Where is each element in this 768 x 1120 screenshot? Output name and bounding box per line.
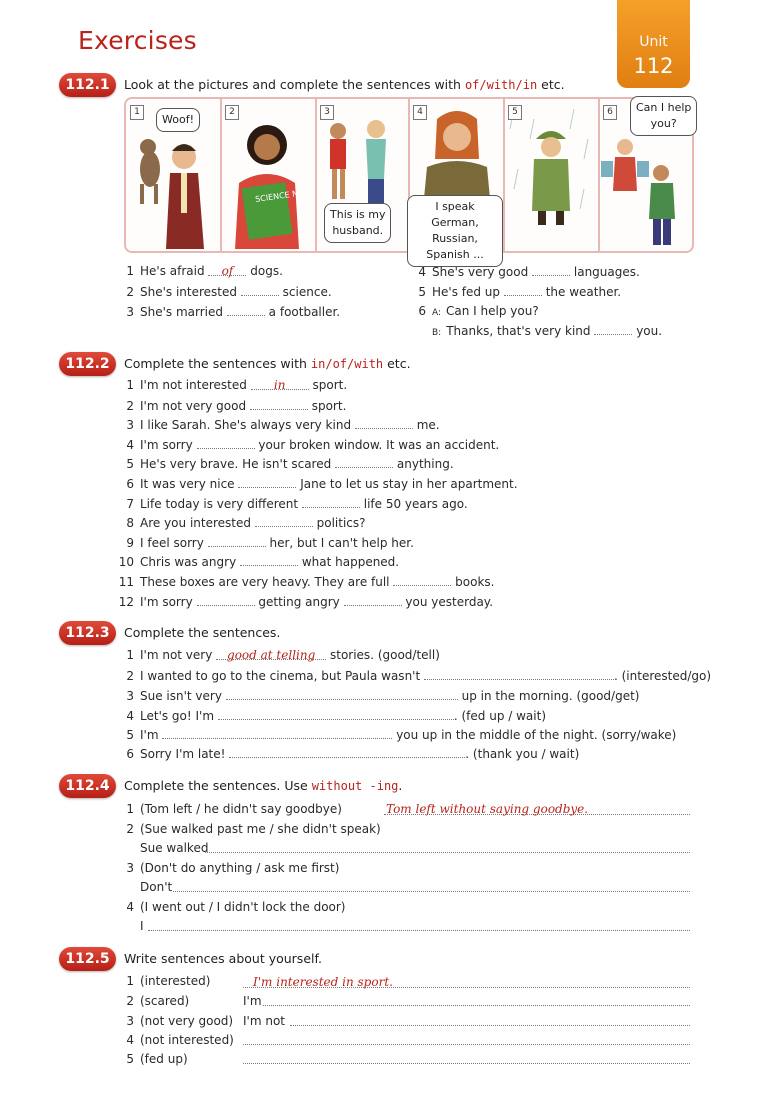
exercise-badge-112-4: 112.4 <box>59 774 116 798</box>
sample-answer: I'm interested in sport. <box>253 975 393 989</box>
item-number: 6 <box>126 747 134 761</box>
exercise-item <box>118 476 518 491</box>
item-text: I'm sorry <box>140 594 193 609</box>
instruction-text: Complete the sentences with <box>124 356 311 371</box>
exercise-item <box>118 284 332 299</box>
item-text: He's very brave. He isn't scared <box>140 457 332 472</box>
answer-blank[interactable] <box>424 668 614 680</box>
item-start-text: I <box>140 919 144 933</box>
picture-strip <box>124 97 694 261</box>
item-text-end: her, but I can't help her. <box>269 535 414 550</box>
item-number: 7 <box>126 496 134 511</box>
answer-blank[interactable] <box>197 594 255 606</box>
item-text-end: sport. <box>312 378 348 392</box>
exercise-item <box>118 398 346 413</box>
answer-line[interactable] <box>173 877 690 892</box>
item-text-end: you up in the middle of the night. (sorry/wake) <box>396 728 677 742</box>
exercise-item <box>118 688 639 703</box>
item-text-end: me. <box>416 418 440 433</box>
item-number: 3 <box>126 1014 134 1028</box>
instruction-highlight: without -ing <box>311 779 399 793</box>
answer-blank[interactable] <box>355 417 413 429</box>
speech-bubble-husband <box>324 203 391 243</box>
picture-panel-5 <box>504 99 600 251</box>
exercise-item <box>118 264 283 278</box>
bubble-line: you? <box>650 117 677 130</box>
instruction-text-end: etc. <box>537 77 565 92</box>
item-number: 11 <box>118 575 134 589</box>
item-prompt: (fed up) <box>140 1052 188 1066</box>
item-text: Sue isn't very <box>140 689 222 703</box>
item-text: She's interested <box>140 285 238 299</box>
item-number: 5 <box>126 1052 134 1066</box>
item-number: 1 <box>126 974 134 988</box>
item-number: 6 <box>126 477 134 491</box>
item-prompt: (Tom left / he didn't say goodbye) <box>140 802 342 816</box>
exercise-item <box>118 861 339 875</box>
item-number: 1 <box>126 648 134 662</box>
exercise-instruction-112-4 <box>124 778 402 793</box>
instruction-text-end: . <box>398 778 403 793</box>
item-number: 12 <box>118 594 134 609</box>
sample-answer: Tom left without saying goodbye. <box>386 802 589 816</box>
exercise-item <box>118 437 499 452</box>
bubble-line: Spanish ... <box>426 248 484 261</box>
item-start-text: I'm <box>243 994 262 1008</box>
answer-blank[interactable] <box>162 727 392 739</box>
answer-blank[interactable] <box>238 476 296 488</box>
exercise-item <box>118 456 454 471</box>
item-number: 2 <box>126 822 134 836</box>
picture-panel-4 <box>409 99 505 261</box>
item-text-end: the weather. <box>545 285 622 299</box>
item-text: He's afraid <box>140 264 205 278</box>
item-text-end: anything. <box>396 457 454 472</box>
item-number: 8 <box>126 516 134 531</box>
item-text: Sorry I'm late! <box>140 747 226 761</box>
item-text: I'm sorry <box>140 437 193 452</box>
exercise-item <box>118 668 711 683</box>
exercise-item <box>118 535 414 550</box>
exercise-item <box>410 323 662 338</box>
answer-blank[interactable] <box>250 398 308 410</box>
answer-line[interactable] <box>243 971 690 988</box>
answer-blank[interactable] <box>504 284 542 296</box>
speaker-label: B: <box>432 328 442 338</box>
answer-line[interactable] <box>384 798 690 815</box>
item-text-end: languages. <box>573 265 640 279</box>
item-text: I'm <box>140 728 159 742</box>
answer-line[interactable] <box>243 1049 690 1064</box>
item-text-end: . (fed up / wait) <box>453 709 547 723</box>
exercise-item <box>118 994 189 1008</box>
answer-line[interactable] <box>243 1030 690 1045</box>
item-number: 1 <box>126 378 134 392</box>
exercise-badge-112-1: 112.1 <box>59 73 116 97</box>
item-text: These boxes are very heavy. They are full <box>140 575 390 589</box>
item-text: I'm not very <box>140 648 213 662</box>
bubble-line: This is my <box>330 208 386 221</box>
exercise-item <box>118 304 340 319</box>
item-start-text: Sue walked <box>140 841 209 855</box>
exercise-item <box>410 284 621 299</box>
item-text-end: a footballer. <box>268 305 341 319</box>
item-number: 2 <box>126 398 134 413</box>
item-text-end: . (interested/go) <box>614 669 712 683</box>
answer-blank[interactable] <box>302 496 360 508</box>
item-number: 1 <box>126 802 134 816</box>
item-number: 9 <box>126 535 134 550</box>
exercise-item <box>410 264 640 279</box>
speech-bubble-woof: Woof! <box>156 108 200 132</box>
instruction-text: Complete the sentences. Use <box>124 778 312 793</box>
item-text-end: . (thank you / wait) <box>465 747 580 761</box>
item-text: I'm not very good <box>140 398 247 413</box>
instruction-text: Look at the pictures and complete the sentences with <box>124 77 465 92</box>
item-text-end: books. <box>455 575 495 589</box>
book-cover-text: SCIENCE NOW <box>254 187 313 204</box>
item-number: 3 <box>126 861 134 875</box>
picture-panel-1 <box>126 99 222 251</box>
picture-panel-3 <box>316 99 410 251</box>
item-text: Chris was angry <box>140 555 237 570</box>
answer-blank[interactable] <box>226 688 458 700</box>
answer-line[interactable] <box>290 1011 690 1026</box>
unit-label: Unit <box>639 34 668 50</box>
exercise-item <box>118 594 493 609</box>
answer-line[interactable] <box>148 916 690 931</box>
item-text-end: life 50 years ago. <box>363 496 468 511</box>
panel-number: 2 <box>225 105 239 120</box>
answer-blank[interactable] <box>197 437 255 449</box>
exercise-badge-112-3: 112.3 <box>59 621 116 645</box>
item-text-end: you yesterday. <box>405 594 494 609</box>
exercise-item <box>118 648 440 662</box>
bubble-line: Can I help <box>636 101 692 114</box>
answer-blank[interactable] <box>208 535 266 547</box>
item-text: It was very nice <box>140 477 235 491</box>
exercise-item <box>118 746 579 761</box>
item-number: 3 <box>126 689 134 703</box>
item-text-end: politics? <box>316 516 366 531</box>
picture-panel-2 <box>221 99 317 251</box>
answer-blank[interactable] <box>532 264 570 276</box>
exercise-badge-112-2: 112.2 <box>59 352 116 376</box>
item-text: Life today is very different <box>140 496 299 511</box>
exercise-item <box>118 974 210 988</box>
man-in-rain-illustration <box>504 99 598 251</box>
answer-blank[interactable] <box>241 284 279 296</box>
item-prompt: (Sue walked past me / she didn't speak) <box>140 822 381 836</box>
exercise-badge-112-5: 112.5 <box>59 947 116 971</box>
page-title: Exercises <box>78 26 197 55</box>
answer-blank[interactable] <box>227 304 265 316</box>
answer-line[interactable] <box>205 838 690 853</box>
item-prompt: (I went out / I didn't lock the door) <box>140 900 346 914</box>
exercise-item <box>118 574 495 589</box>
item-start-text: I'm not <box>243 1014 285 1028</box>
item-text: Can I help you? <box>446 304 539 318</box>
item-text: She's married <box>140 305 224 319</box>
item-number: 4 <box>126 900 134 914</box>
answer-blank[interactable] <box>393 574 451 586</box>
unit-number: 112 <box>633 54 674 78</box>
instruction-text-end: etc. <box>383 356 411 371</box>
answer-blank[interactable] <box>240 554 298 566</box>
woman-reading-illustration <box>221 99 315 251</box>
item-prompt: (not very good) <box>140 1014 234 1028</box>
sample-answer: of <box>221 264 234 278</box>
exercise-item <box>118 822 381 836</box>
item-text: I feel sorry <box>140 535 204 550</box>
panel-number: 1 <box>130 105 144 120</box>
unit-tab <box>617 0 690 88</box>
exercise-item <box>118 554 399 569</box>
item-number: 5 <box>126 457 134 472</box>
panel-number: 6 <box>603 105 617 120</box>
item-number: 5 <box>126 728 134 742</box>
exercise-instruction-112-2 <box>124 356 411 371</box>
exercise-item <box>410 304 539 318</box>
item-text: Thanks, that's very kind <box>446 324 591 338</box>
item-start-text: Don't <box>140 880 173 894</box>
item-number: 4 <box>418 265 426 279</box>
exercise-item <box>118 417 440 432</box>
item-number: 5 <box>418 285 426 299</box>
item-text: I wanted to go to the cinema, but Paula wasn't <box>140 669 421 683</box>
item-text: Let's go! I'm <box>140 709 215 723</box>
item-prompt: (not interested) <box>140 1033 234 1047</box>
exercise-instruction-112-1 <box>124 77 565 92</box>
exercise-item <box>118 708 546 723</box>
item-number: 1 <box>126 264 134 278</box>
answer-blank[interactable] <box>344 594 402 606</box>
item-number: 4 <box>126 709 134 723</box>
item-text-end: your broken window. It was an accident. <box>258 437 500 452</box>
exercise-item <box>118 802 342 816</box>
exercise-item <box>118 378 347 392</box>
item-number: 10 <box>118 555 134 570</box>
panel-number: 5 <box>508 105 522 120</box>
answer-blank[interactable] <box>208 264 246 276</box>
panel-number: 4 <box>413 105 427 120</box>
bubble-line: Russian, <box>432 232 478 245</box>
exercise-item <box>118 515 366 530</box>
item-text-end: science. <box>282 285 332 299</box>
exercise-instruction-112-5: Write sentences about yourself. <box>124 951 322 966</box>
instruction-highlight: of/with/in <box>464 78 538 92</box>
item-text: She's very good <box>432 265 529 279</box>
bubble-line: I speak German, <box>431 200 479 229</box>
answer-blank[interactable] <box>594 323 632 335</box>
item-text-end: dogs. <box>250 264 283 278</box>
instruction-highlight: in/of/with <box>310 357 384 371</box>
item-text-end: stories. (good/tell) <box>329 648 440 662</box>
exercise-item <box>118 727 676 742</box>
item-text: He's fed up <box>432 285 501 299</box>
item-prompt: (scared) <box>140 994 190 1008</box>
item-prompt: (interested) <box>140 974 211 988</box>
answer-blank[interactable] <box>335 456 393 468</box>
speech-bubble-help <box>630 96 697 136</box>
item-number: 2 <box>126 285 134 299</box>
bubble-line: husband. <box>332 224 384 237</box>
sample-answer: in <box>273 378 286 392</box>
item-number: 4 <box>126 1033 134 1047</box>
item-text-end: you. <box>636 324 663 338</box>
item-text: I'm not interested <box>140 378 247 392</box>
answer-line[interactable] <box>263 991 690 1006</box>
answer-blank[interactable] <box>218 708 454 720</box>
exercise-item <box>118 1014 233 1028</box>
item-prompt: (Don't do anything / ask me first) <box>140 861 340 875</box>
item-text-end: Jane to let us stay in her apartment. <box>300 477 518 491</box>
item-text: Are you interested <box>140 516 251 531</box>
exercise-instruction-112-3: Complete the sentences. <box>124 625 281 640</box>
exercise-item <box>118 900 346 914</box>
item-text-end: what happened. <box>301 555 400 570</box>
exercise-item <box>118 1033 234 1047</box>
item-text-end: up in the morning. (good/get) <box>461 689 640 703</box>
item-number: 2 <box>126 994 134 1008</box>
exercise-item <box>118 1052 188 1066</box>
item-number: 4 <box>126 437 134 452</box>
item-text-mid: getting angry <box>258 594 340 609</box>
item-text-end: sport. <box>311 398 347 413</box>
sample-answer: good at telling <box>227 648 316 662</box>
item-text: I like Sarah. She's always very kind <box>140 418 352 433</box>
speaker-label: A: <box>432 308 442 318</box>
item-number: 3 <box>126 305 134 319</box>
answer-blank[interactable] <box>251 378 309 390</box>
item-number: 3 <box>126 418 134 433</box>
item-number: 6 <box>418 304 426 318</box>
answer-blank[interactable] <box>229 746 465 758</box>
panel-number: 3 <box>320 105 334 120</box>
answer-blank[interactable] <box>216 648 326 660</box>
exercise-item <box>118 496 468 511</box>
item-number: 2 <box>126 669 134 683</box>
answer-blank[interactable] <box>255 515 313 527</box>
speech-bubble-languages <box>407 195 503 267</box>
